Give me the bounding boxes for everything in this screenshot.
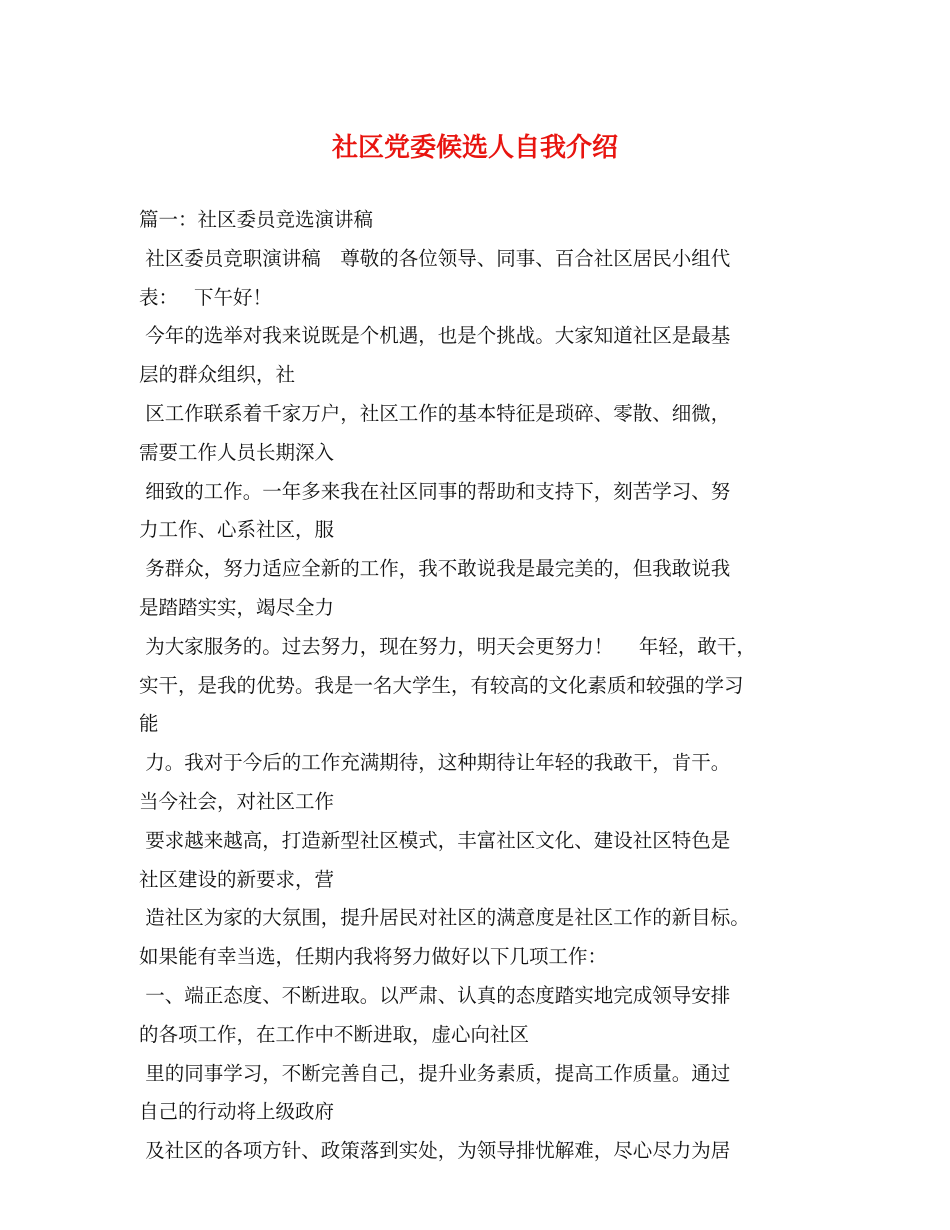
body-line: 区工作联系着千家万户，社区工作的基本特征是琐碎、零散、细微， (139, 401, 731, 425)
body-line: 一、端正态度、不断进取。以严肃、认真的态度踏实地完成领导安排 (139, 983, 731, 1007)
document-body (139, 201, 839, 1171)
body-line: 要求越来越高，打造新型社区模式，丰富社区文化、建设社区特色是 (139, 828, 731, 852)
body-line: 实干，是我的优势。我是一名大学生，有较高的文化素质和较强的学习 (139, 673, 744, 697)
body-line: 表： 下午好！ (139, 285, 272, 309)
document-title: 社区党委候选人自我介绍 (331, 133, 618, 163)
body-line: 社区委员竞职演讲稿 尊敬的各位领导、同事、百合社区居民小组代 (139, 246, 731, 270)
body-line: 社区建设的新要求，营 (139, 867, 335, 891)
body-line: 细致的工作。一年多来我在社区同事的帮助和支持下，刻苦学习、努 (139, 479, 731, 503)
body-line: 今年的选举对我来说既是个机遇，也是个挑战。大家知道社区是最基 (139, 324, 731, 348)
body-line: 自己的行动将上级政府 (139, 1100, 335, 1124)
body-line: 的各项工作，在工作中不断进取，虚心向社区 (139, 1022, 530, 1046)
body-line: 篇一：社区委员竞选演讲稿 (139, 208, 374, 231)
body-line: 里的同事学习，不断完善自己，提升业务素质，提高工作质量。通过 (139, 1061, 731, 1085)
body-line: 力。我对于今后的工作充满期待，这种期待让年轻的我敢干，肯干。 (139, 751, 731, 775)
body-line: 力工作、心系社区，服 (139, 518, 335, 542)
body-line: 需要工作人员长期深入 (139, 440, 335, 464)
body-line: 造社区为家的大氛围，提升居民对社区的满意度是社区工作的新目标。 (139, 906, 750, 930)
body-line: 是踏踏实实，竭尽全力 (139, 595, 335, 619)
body-line: 层的群众组织，社 (139, 363, 296, 387)
body-line: 如果能有幸当选，任期内我将努力做好以下几项工作： (139, 945, 608, 969)
body-line: 及社区的各项方针、政策落到实处，为领导排忧解难，尽心尽力为居 (139, 1139, 731, 1163)
body-line: 能 (139, 712, 159, 736)
body-line: 当今社会，对社区工作 (139, 789, 335, 813)
body-line: 务群众，努力适应全新的工作，我不敢说我是最完美的，但我敢说我 (139, 557, 731, 581)
body-line: 为大家服务的。过去努力，现在努力，明天会更努力！ 年轻，敢干， (139, 634, 756, 658)
